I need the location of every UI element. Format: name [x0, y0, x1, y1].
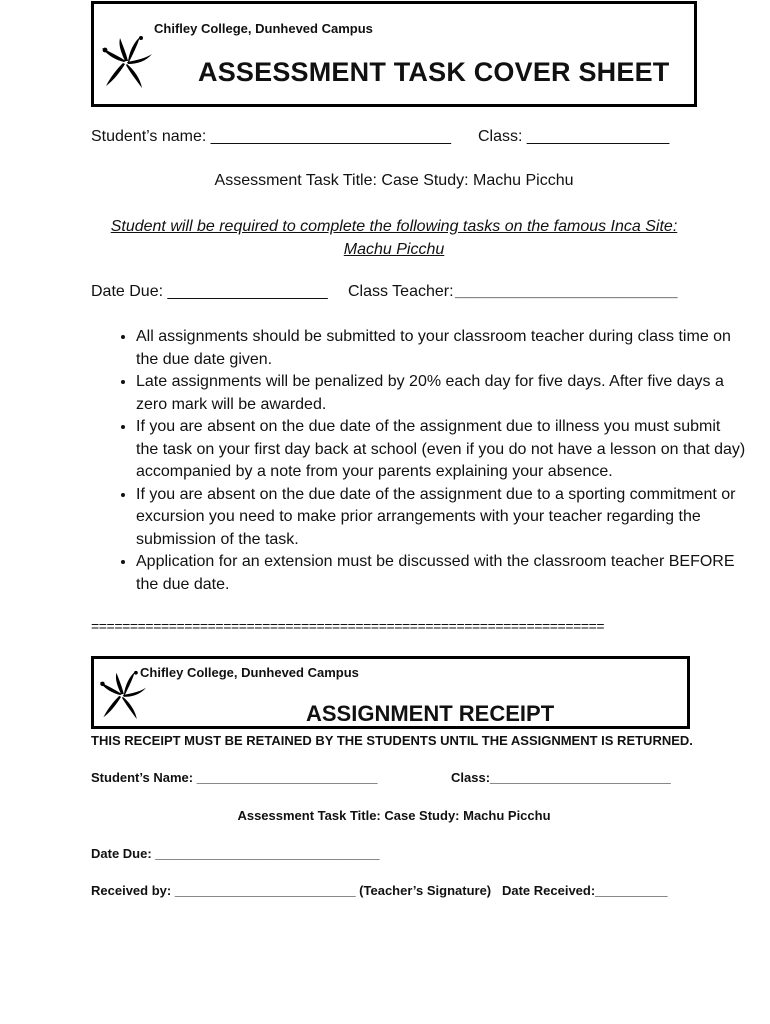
receipt-task-title: Assessment Task Title: Case Study: Machu Picchu [237, 808, 551, 823]
receipt-class-field[interactable]: Class:_________________________ [451, 770, 671, 785]
receipt-date-due-field[interactable]: Date Due: _______________________________ [91, 846, 380, 861]
date-due-field[interactable]: Date Due: __________________ [91, 283, 328, 300]
receipt-title: ASSIGNMENT RECEIPT [306, 701, 555, 726]
task-title: Assessment Task Title: Case Study: Machu Picchu [214, 172, 574, 189]
separator-line: ================================================================== [91, 618, 605, 634]
instruction-line-1: Student will be required to complete the following tasks on the famous Inca Site: [110, 218, 678, 235]
rules-list [92, 326, 746, 596]
list-item: • All assignments should be submitted to your classroom teacher during class time on the due date given. [136, 326, 746, 371]
class-teacher-field[interactable]: _________________________ [455, 283, 678, 300]
list-item: • Late assignments will be penalized by 20% each day for five days. After five days a zero mark will be awarded. [136, 371, 746, 416]
class-field[interactable]: Class: ________________ [478, 128, 670, 145]
receipt-student-name-field[interactable]: Student’s Name: _________________________ [91, 770, 378, 785]
college-logo-icon [98, 34, 154, 90]
student-name-field[interactable]: Student’s name: ___________________________ [91, 128, 452, 145]
cover-header-box [91, 1, 697, 107]
receipt-notice: THIS RECEIPT MUST BE RETAINED BY THE STUDENTS UNTIL THE ASSIGNMENT IS RETURNED. [91, 733, 693, 748]
receipt-college-name: Chifley College, Dunheved Campus [140, 665, 359, 680]
class-teacher-label: Class Teacher: [348, 283, 454, 300]
receipt-header-box [91, 656, 690, 729]
received-by-field[interactable]: Received by: _________________________ (Teacher’s Signature) Date Received:__________ [91, 883, 668, 898]
list-item: • If you are absent on the due date of the assignment due to a sporting commitment or excursion you need to make prior arrangements with your teacher regarding the submission of the task. [136, 484, 746, 552]
instruction-line-2: Machu Picchu [343, 241, 445, 258]
list-item: • Application for an extension must be discussed with the classroom teacher BEFORE the due date. [136, 551, 746, 596]
college-name: Chifley College, Dunheved Campus [154, 21, 373, 36]
page-title: ASSESSMENT TASK COVER SHEET [198, 57, 670, 87]
list-item: • If you are absent on the due date of the assignment due to illness you must submit the task on your first day back at school (even if you do not have a lesson on that day) accompanied by a note from your parents explaining your absence. [136, 416, 746, 484]
